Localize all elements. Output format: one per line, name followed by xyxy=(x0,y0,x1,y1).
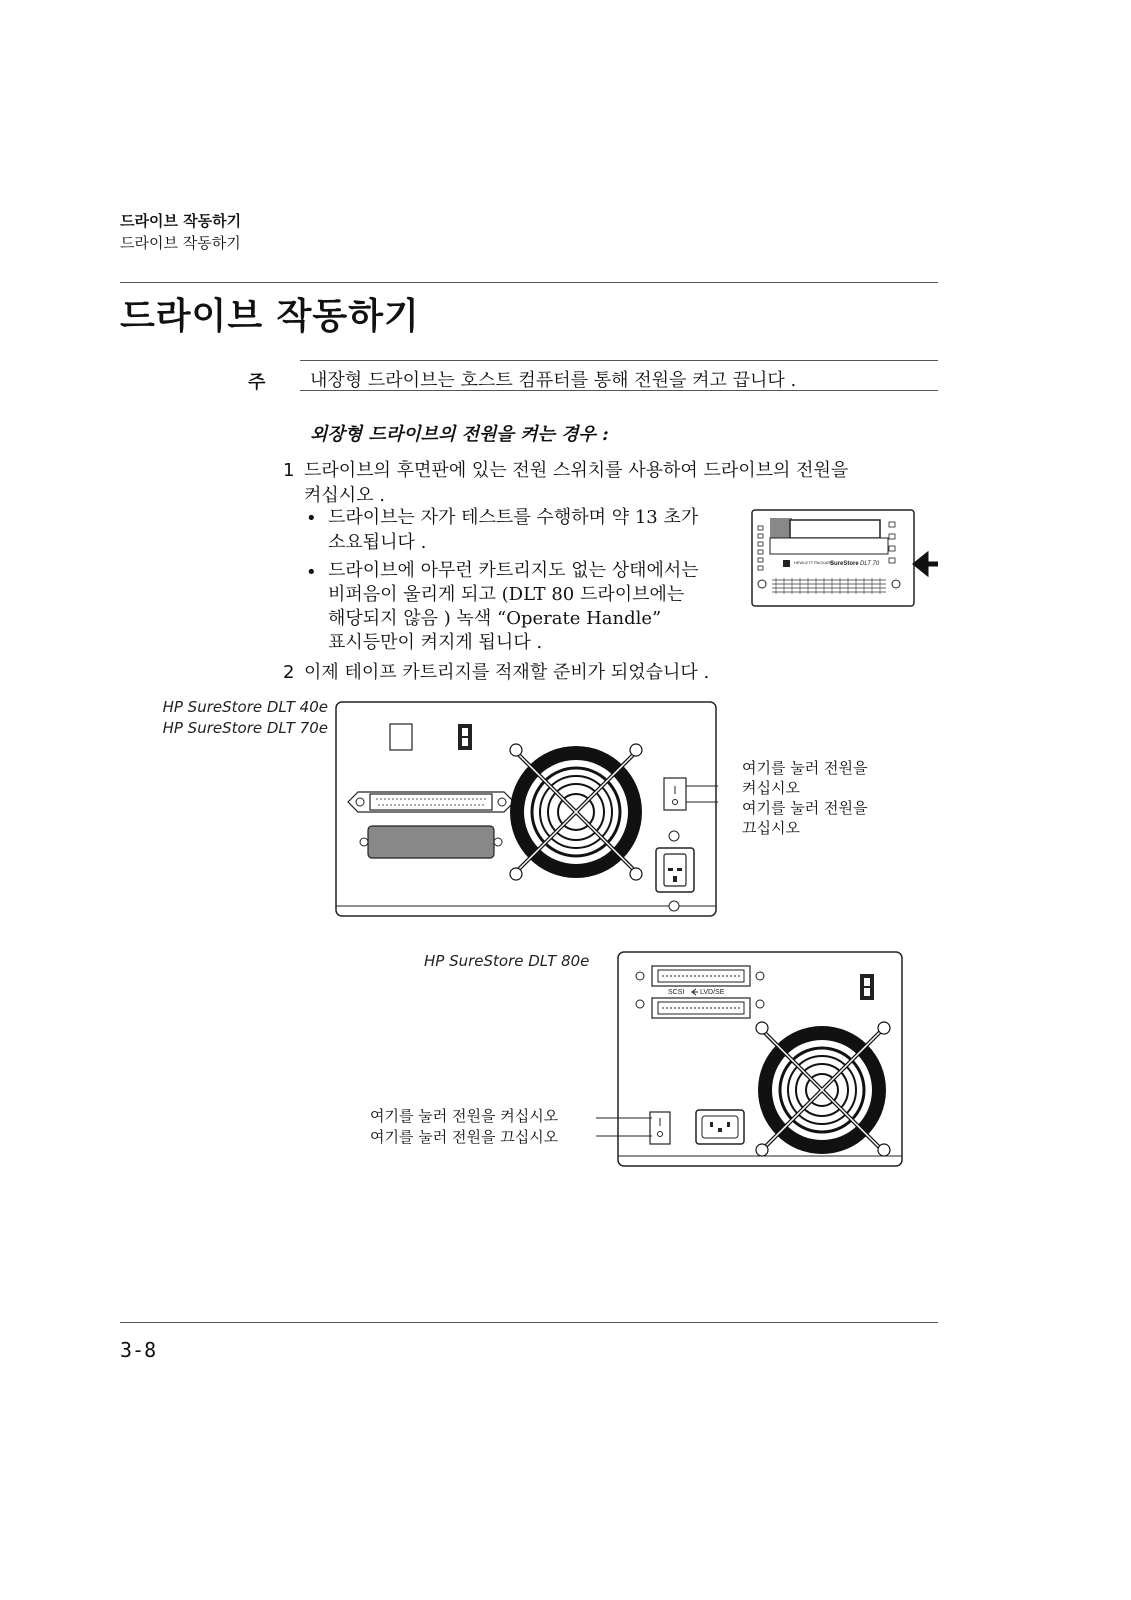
step-1-number: 1 xyxy=(283,460,295,481)
bullet-2-line4: 표시등만이 켜지게 됩니다 . xyxy=(328,632,543,653)
figure-1-power-on-label-line2: 켜십시오 xyxy=(742,779,800,797)
id-switch-icon xyxy=(860,974,874,1000)
step-2-number: 2 xyxy=(283,662,295,683)
bullet-2-line3: 해당되지 않음 ) 녹색 “Operate Handle” xyxy=(328,608,662,629)
running-header-bold: 드라이브 작동하기 xyxy=(120,212,242,230)
rear-panel-dlt40e-70e-illustration xyxy=(334,700,718,920)
figure-1-caption-line2: HP SureStore DLT 70e xyxy=(162,719,328,737)
bullet-marker: • xyxy=(306,508,317,529)
lvd-label: LVD/SE xyxy=(700,989,725,996)
step-2-text: 이제 테이프 카트리지를 적재할 준비가 되었습니다 . xyxy=(304,662,710,683)
bullet-marker: • xyxy=(306,562,317,583)
running-header: 드라이브 작동하기 xyxy=(120,234,241,252)
figure-2-caption: HP SureStore DLT 80e xyxy=(424,952,590,970)
figure-1-power-off-label-line2: 끄십시오 xyxy=(742,819,800,837)
page-number: 3-8 xyxy=(120,1338,157,1362)
figure-2-leader-lines xyxy=(594,1110,654,1150)
page-title: 드라이브 작동하기 xyxy=(120,295,420,337)
step-1-text-line1: 드라이브의 후면판에 있는 전원 스위치를 사용하여 드라이브의 전원을 xyxy=(304,460,849,481)
bullet-1-line2: 소요됩니다 . xyxy=(328,532,427,553)
brand-text: SureStore xyxy=(830,561,859,567)
step-1-text-line2: 켜십시오 . xyxy=(304,485,385,506)
note-text: 내장형 드라이브는 호스트 컴퓨터를 통해 전원을 켜고 끕니다 . xyxy=(310,370,797,391)
figure-1-power-on-label-line1: 여기를 눌러 전원을 xyxy=(742,759,868,777)
rear-panel-dlt80e-illustration xyxy=(616,950,906,1172)
model-text: DLT 70 xyxy=(860,561,880,567)
figure-2-power-off-label: 여기를 눌러 전원을 끄십시오 xyxy=(370,1128,559,1146)
figure-1-power-off-label-line1: 여기를 눌러 전원을 xyxy=(742,799,868,817)
note-label: 주 xyxy=(248,372,266,393)
header-rule xyxy=(120,282,938,283)
figure-1-caption-line1: HP SureStore DLT 40e xyxy=(162,698,328,716)
drive-front-panel-illustration xyxy=(750,508,940,608)
hp-logo-icon xyxy=(783,560,790,567)
note-top-rule xyxy=(300,360,938,361)
maker-text: HEWLETT PACKARD xyxy=(794,560,834,565)
arrow-icon xyxy=(916,556,938,572)
footer-rule xyxy=(120,1322,938,1323)
id-switch-icon xyxy=(458,724,472,750)
bullet-1-line1: 드라이브는 자가 테스트를 수행하며 약 13 초가 xyxy=(328,507,699,528)
note-bottom-rule xyxy=(300,390,938,391)
procedure-heading: 외장형 드라이브의 전원을 켜는 경우 : xyxy=(310,424,609,445)
bullet-2-line2: 비퍼음이 울리게 되고 (DLT 80 드라이브에는 xyxy=(328,584,685,605)
scsi-label: SCSI xyxy=(668,989,685,996)
figure-2-power-on-label: 여기를 눌러 전원을 켜십시오 xyxy=(370,1107,559,1125)
bullet-2-line1: 드라이브에 아무런 카트리지도 없는 상태에서는 xyxy=(328,560,699,581)
